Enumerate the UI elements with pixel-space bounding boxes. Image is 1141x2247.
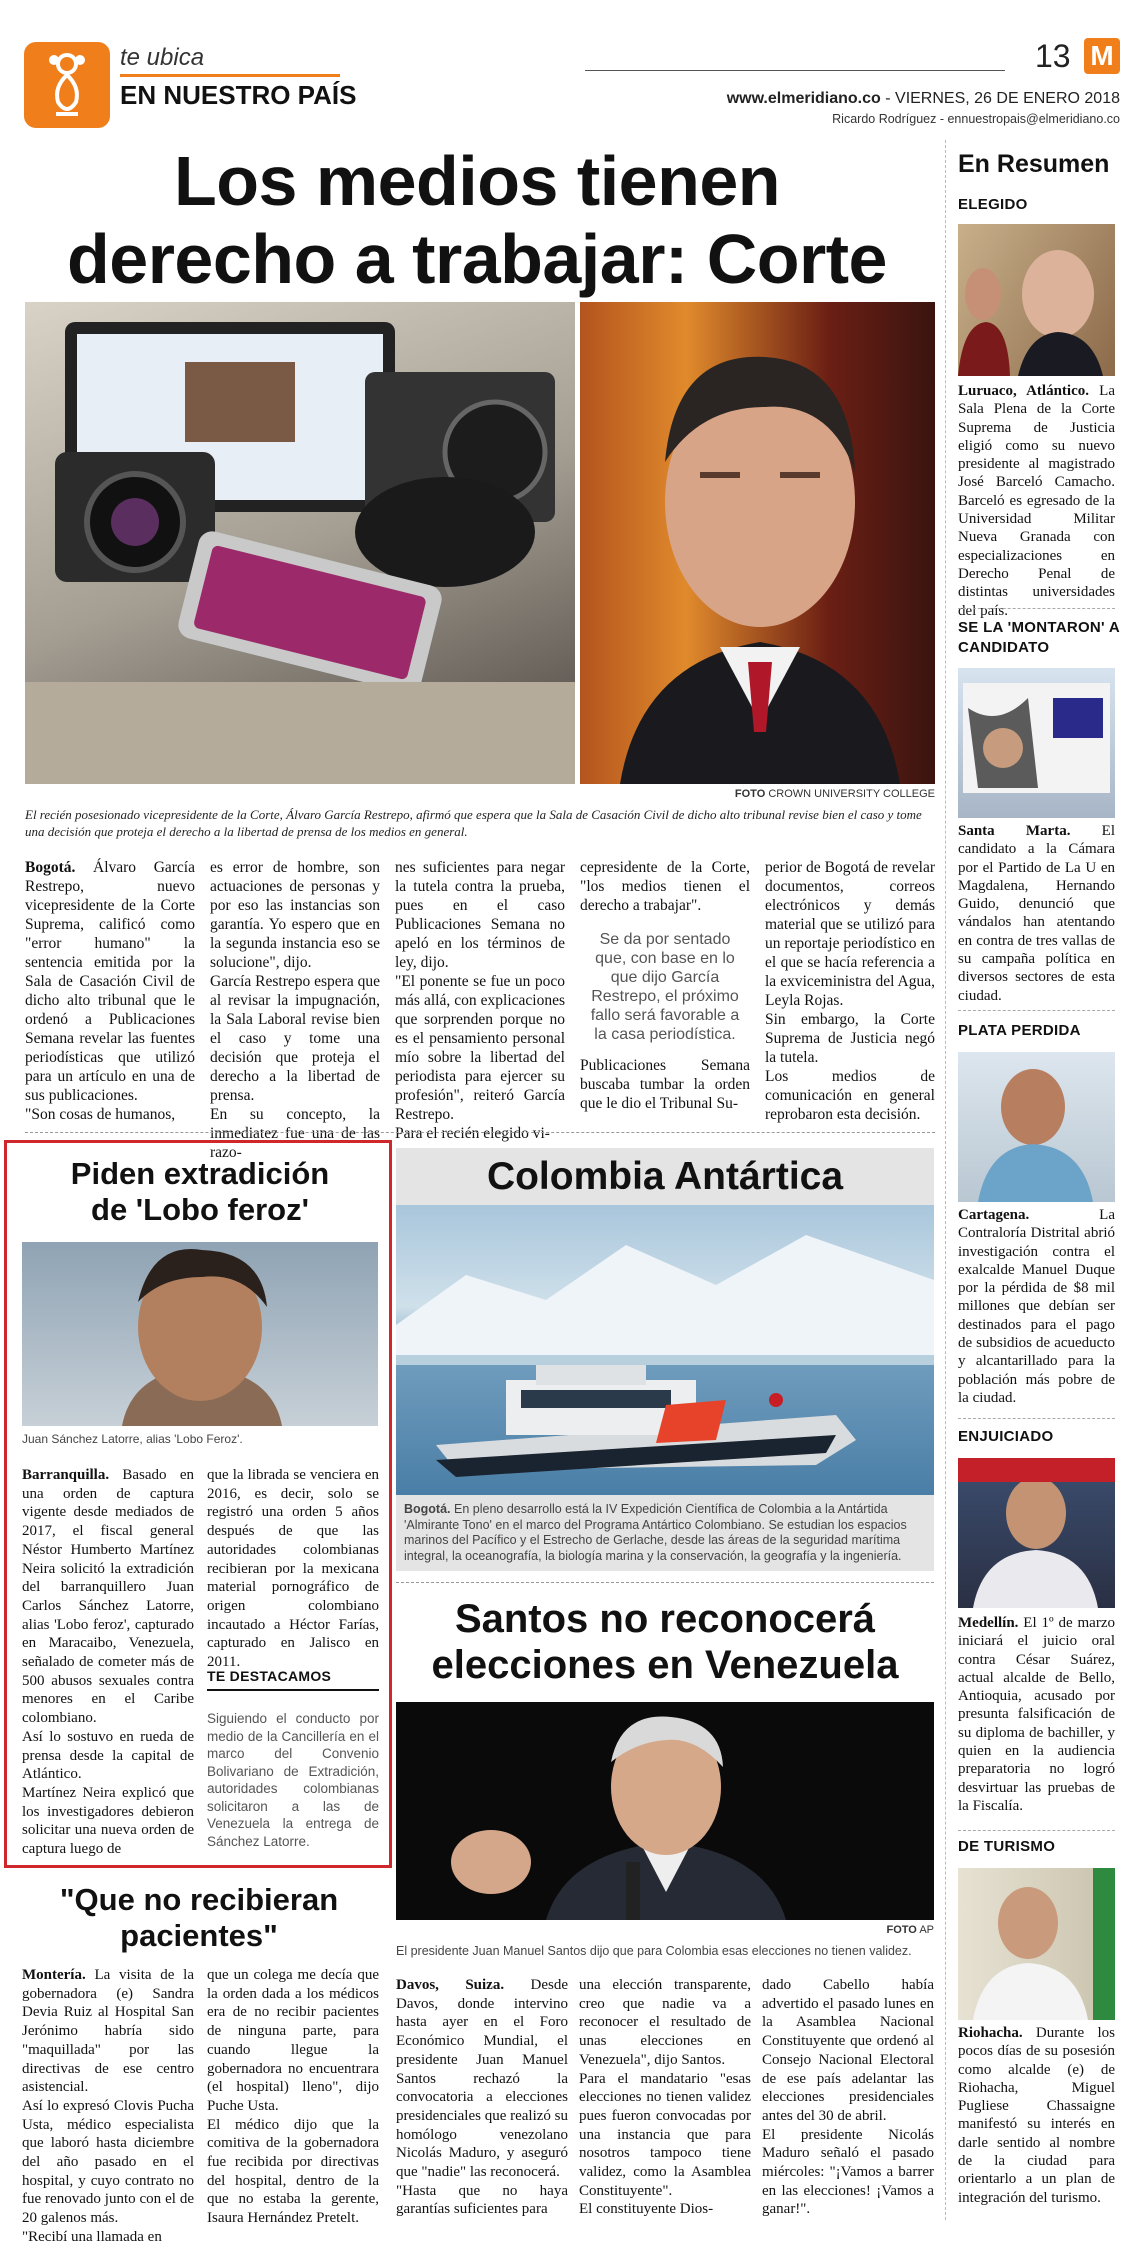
main-column-1-text: Álvaro García Restrepo, nuevo vicepresidente de la Corte Suprema, calificó como "error humano" la sentencia emitida por la Sala de Casación Civil de dicho alto tribunal que le ordenó a Publicaciones Semana revelar las fuentes periodísticas que utilizó para un artículo en una de sus publicaciones. "Son cosas de humanos, [25, 859, 195, 1123]
sidebar-lead-turismo: Riohacha. [958, 2025, 1023, 2041]
sidebar-rule-2 [958, 1010, 1115, 1011]
main-photo-credit [580, 788, 935, 800]
issue-date: VIERNES, 26 DE ENERO 2018 [895, 90, 1120, 107]
sidebar-lead-elegido: Luruaco, Atlántico. [958, 383, 1089, 399]
santos-headline [396, 1596, 934, 1688]
antartica-headline: Colombia Antártica [486, 1155, 844, 1198]
sidebar-title: En Resumen [958, 150, 1110, 178]
santos-photo [396, 1702, 934, 1920]
main-story-divider [25, 1132, 935, 1133]
sidebar-body-elegido: La Sala Plena de la Corte Suprema de Justicia eligió como su nuevo presidente al magistrado José Barceló Camacho. Barceló es egresado de la Universidad Militar Nueva Granada con especializaciones en Derecho Penal de distintas universidades del país. [958, 383, 1115, 619]
sidebar-rule-1 [958, 608, 1115, 609]
lobo-caption: Juan Sánchez Latorre, alias 'Lobo Feroz'. [22, 1432, 243, 1446]
main-dateline: Bogotá. [25, 859, 76, 876]
lobo-column-2: que la librada se venciera en 2016, es decir, solo se registró una orden 5 años después de que las autoridades colombianas recibieran por la mexicana material pornográfico de origen colombiano incautado a Héctor Farías, capturado en Jalisco en 2011. [207, 1467, 379, 1671]
section-divider [120, 74, 340, 77]
main-column-5: perior de Bogotá de revelar documentos, correos electrónicos y demás material que se utilizó para un reportaje periodístico en el que se hacía referencia a la exviceministra del Agua, Leyla Rojas. Sin embargo, la Corte Suprema de Justicia negó la tutela. Los medios de comunicación en general reprobaron esta decisión. [765, 859, 936, 1123]
media-equipment-photo [25, 302, 575, 784]
santos-caption: El presidente Juan Manuel Santos dijo que para Colombia esas elecciones no tienen validez. [396, 1944, 912, 1958]
antarctic-boat-photo [396, 1205, 934, 1495]
santos-headline-line-2: elecciones en Venezuela [431, 1643, 899, 1687]
main-caption: El recién posesionado vicepresidente de la Corte, Álvaro García Restrepo, afirmó que espera que la Sala de Casación Civil de dicho alto tribunal revise bien el caso y tome una decisión que proteja el derecho a la libertad de prensa de los medios en general. [25, 807, 922, 839]
pull-quote: Se da por sentado que, con base en lo que dijo García Restrepo, el próximo fallo será favorable a la casa periodística. [590, 931, 740, 1043]
photo-credit-source: CROWN UNIVERSITY COLLEGE [768, 788, 935, 800]
sidebar-lead-enjuiciado: Medellín. [958, 1615, 1019, 1631]
sidebar-kicker-enjuiciado: ENJUICIADO [958, 1428, 1054, 1445]
lobo-column-1-text: Basado en una orden de captura vigente desde mediados de 2017, el fiscal general Néstor Humberto Martínez Neira solicitó la extradición del barranquillero Juan Carlos Sánchez Latorre, alias 'Lobo feroz', capturado en Maracaibo, Venezuela, señalado de cometer más de 500 abusos sexuales contra menores en el Caribe colombiano. Así lo sostuvo en rueda de prensa desde la capital de Atlántico. Martínez Neira explicó que los investigadores debieron solicitar una nueva orden de captura luego de [22, 1467, 194, 1858]
main-headline-line-1: Los medios tienen [173, 142, 781, 220]
header-dateline: www.elmeridiano.co - VIERNES, 26 DE ENERO 2018 [726, 90, 1120, 107]
sidebar-rule-4 [958, 1830, 1115, 1831]
santos-photo-credit [396, 1924, 934, 1936]
santos-column-3: dado Cabello había advertido el pasado lunes en la Asamblea Nacional Constituyente que ordenó al Consejo Nacional Electoral de ese país adelantar las elecciones presidenciales antes del 30 de abril. El presidente Nicolás Maduro señaló el pasado miércoles: "¡Vamos a barrer en las elecciones! ¡Vamos a ganar!". [762, 1977, 934, 2218]
sidebar-text-enjuiciado [958, 1614, 1115, 1832]
santos-column-1 [396, 1976, 568, 2226]
main-headline-line-2: derecho a trabajar: Corte [67, 220, 887, 298]
santos-column-2: una elección transparente, creo que nadie va a reconocer el resultado de unas elecciones en Venezuela", dijo Santos. Para el mandatario "esas elecciones no tienen validez pues fueron convocadas por una instancia que para nosotros tampoco tiene validez, como la Asamblea Constituyente". El constituyente Dios- [579, 1977, 751, 2218]
sidebar-rule-3 [958, 1418, 1115, 1419]
lobo-column-1 [22, 1466, 194, 1861]
pacientes-dateline: Montería. [22, 1967, 86, 1983]
brand-logo: M [1084, 38, 1120, 74]
destacamos-title: TE DESTACAMOS [207, 1668, 379, 1691]
photo-credit-label: FOTO [734, 788, 766, 800]
santos-credit-source: AP [919, 1924, 934, 1936]
sidebar-body-enjuiciado: El 1º de marzo iniciará el juicio oral contra César Suárez, actual alcalde de Bello, Antioquia, acusado por presunta falsificación de su diploma de bachiller, y quien en la audiencia preparatoria no logró desvirtuar las pruebas de la Fiscalía. [958, 1615, 1115, 1814]
pacientes-column-1 [22, 1966, 194, 2245]
sidebar-kicker-montaron: SE LA 'MONTARON' A CANDIDATO [958, 619, 1120, 656]
sidebar-text-plata [958, 1206, 1115, 1411]
main-column-4-top: cepresidente de la Corte, "los medios tienen el derecho a trabajar". [580, 859, 750, 914]
page-number: 13 [1035, 38, 1071, 74]
mascot-icon [24, 42, 110, 128]
main-column-2: es error de hombre, son actuaciones de personas y por eso las instancias son garantía. Yo espero que en la segunda instancia eso se solucione", dijo. García Restrepo espera que al revisar la impugnación, la Sala Laboral revise bien el caso y tome una decisión que proteja el derecho a la libertad de prensa. En su concepto, la inmediatez fue una de las razo- [210, 859, 380, 1161]
antartica-caption-text: En pleno desarrollo está la IV Expedición Científica de Colombia a la Antártida 'Almirante Tono' en el marco del Programa Antártico Colombiano. Se estudian los espacios marinos del Pacífico y el Estrecho de Gerlache, desde las áreas de la seguridad marítima integral, la oceanografía, la biología marina y la conservación, la geografía y la ingeniería. [404, 1502, 907, 1563]
pacientes-column-2: que un colega me decía que la orden dada a los médicos era de no recibir pacientes de ninguna parte, para cuando llegue la gobernadora no encuentrara (el hospital) lleno", dijo Puche Usta. El médico dijo que la comitiva de la gobernadora fue recibida por directivas del hospital, dentro de la que no estaba la gerente, Isaura Hernández Pretelt. [207, 1967, 379, 2227]
sidebar-photo-enjuiciado [958, 1458, 1115, 1608]
lobo-headline-line-1: Piden extradición [70, 1156, 330, 1191]
destacamos-text: Siguiendo el conducto por medio de la Cancillería en el marco del Convenio Bolivariano de Extradición, autoridades colombianas solicitaron a las de Venezuela la entrega de Sánchez Latorre. [207, 1711, 379, 1849]
antartica-dateline: Bogotá. [404, 1502, 451, 1516]
sidebar-body-turismo: Durante los pocos días de su posesión como alcalde (e) de Riohacha, Miguel Pugliese Chassaigne manifestó su interés en darle sentido al nombre de la ciudad para orientarlo a un plan de integración del turismo. [958, 2025, 1115, 2206]
section-logo [24, 42, 110, 128]
sidebar-kicker-elegido: ELEGIDO [958, 196, 1028, 213]
lobo-dateline: Barranquilla. [22, 1467, 110, 1483]
antartica-caption [404, 1502, 928, 1564]
santos-dateline: Davos, Suiza. [396, 1977, 505, 1993]
sidebar-kicker-turismo: DE TURISMO [958, 1838, 1056, 1855]
sidebar-lead-montaron: Santa Marta. [958, 823, 1071, 839]
header-rule [585, 70, 1005, 71]
site-url: www.elmeridiano.co [726, 90, 881, 107]
alvaro-garcia-portrait [580, 302, 935, 784]
pacientes-column-1-text: La visita de la gobernadora (e) Sandra Devia Ruiz al Hospital San Jerónimo habría sido "maquillada" por las directivas de ese centro asistencial. Así lo expresó Clovis Pucha Usta, médico especialista que laboró hasta diciembre del año pasado en el hospital, y cuyo contrato no fue renovado junto con el de 20 galenos más. "Recibí una llamada en [22, 1967, 194, 2245]
antartica-divider [396, 1582, 934, 1583]
sidebar-body-montaron: El candidato a la Cámara por el Partido de La U en Magdalena, Hernando Guido, denunció que vándalos han atentando en contra de tres vallas de su campaña política en diversos sectores de esta ciudad. [958, 823, 1115, 1004]
pacientes-headline [10, 1882, 388, 1954]
main-column-1 [25, 858, 195, 1158]
sidebar-photo-plata [958, 1052, 1115, 1202]
sidebar-photo-turismo [958, 1868, 1115, 2020]
section-title: EN NUESTRO PAÍS [120, 80, 357, 110]
lobo-headline [20, 1156, 380, 1228]
main-column-3: nes suficientes para negar la tutela contra la prueba, pues en el caso Publicaciones Semana no apeló en los términos de ley, dijo. "El ponente se fue un poco más allá, con explicaciones que sorprenden porque no es el pensamiento personal mío sobre la libertad del periodista para ejercer su profesión", reiteró García Restrepo. Para el recién elegido vi- [395, 859, 565, 1142]
main-headline [22, 142, 932, 298]
section-kicker: te ubica [120, 44, 205, 71]
lobo-feroz-photo [22, 1242, 378, 1426]
lobo-headline-line-2: de 'Lobo feroz' [91, 1192, 309, 1227]
main-column-4-bottom: Publicaciones Semana buscaba tumbar la orden que le dio el Tribunal Su- [580, 1057, 750, 1112]
sidebar-photo-elegido [958, 224, 1115, 376]
santos-credit-label: FOTO [886, 1924, 917, 1936]
sidebar-text-turismo [958, 2024, 1115, 2224]
sidebar-photo-montaron [958, 668, 1115, 818]
pacientes-headline-line-1: "Que no recibieran [59, 1882, 339, 1917]
sidebar-text-montaron [958, 822, 1115, 1007]
byline: Ricardo Rodríguez - ennuestropais@elmeridiano.co [832, 112, 1120, 126]
pacientes-headline-line-2: pacientes" [120, 1918, 278, 1953]
sidebar-divider [945, 140, 946, 2220]
sidebar-kicker-plata: PLATA PERDIDA [958, 1022, 1081, 1039]
sidebar-lead-plata: Cartagena. [958, 1207, 1030, 1223]
santos-headline-line-1: Santos no reconocerá [454, 1597, 876, 1641]
sidebar-body-plata: La Contraloría Distrital abrió investigación contra el exalcalde Manuel Duque por la pérdida de $8 mil millones que debían ser destinados para el pago de subsidios de acueducto y alcantarillado para la población más pobre de la ciudad. [958, 1207, 1115, 1406]
sidebar-text-elegido [958, 382, 1115, 619]
santos-column-1-text: Desde Davos, donde intervino hasta ayer en el Foro Económico Mundial, el presidente Juan Manuel Santos rechazó la convocatoria a elecciones presidenciales que realizó su homólogo venezolano Nicolás Maduro, y aseguró que "nadie" las reconocerá. "Hasta que no haya garantías suficientes para [396, 1977, 569, 2218]
